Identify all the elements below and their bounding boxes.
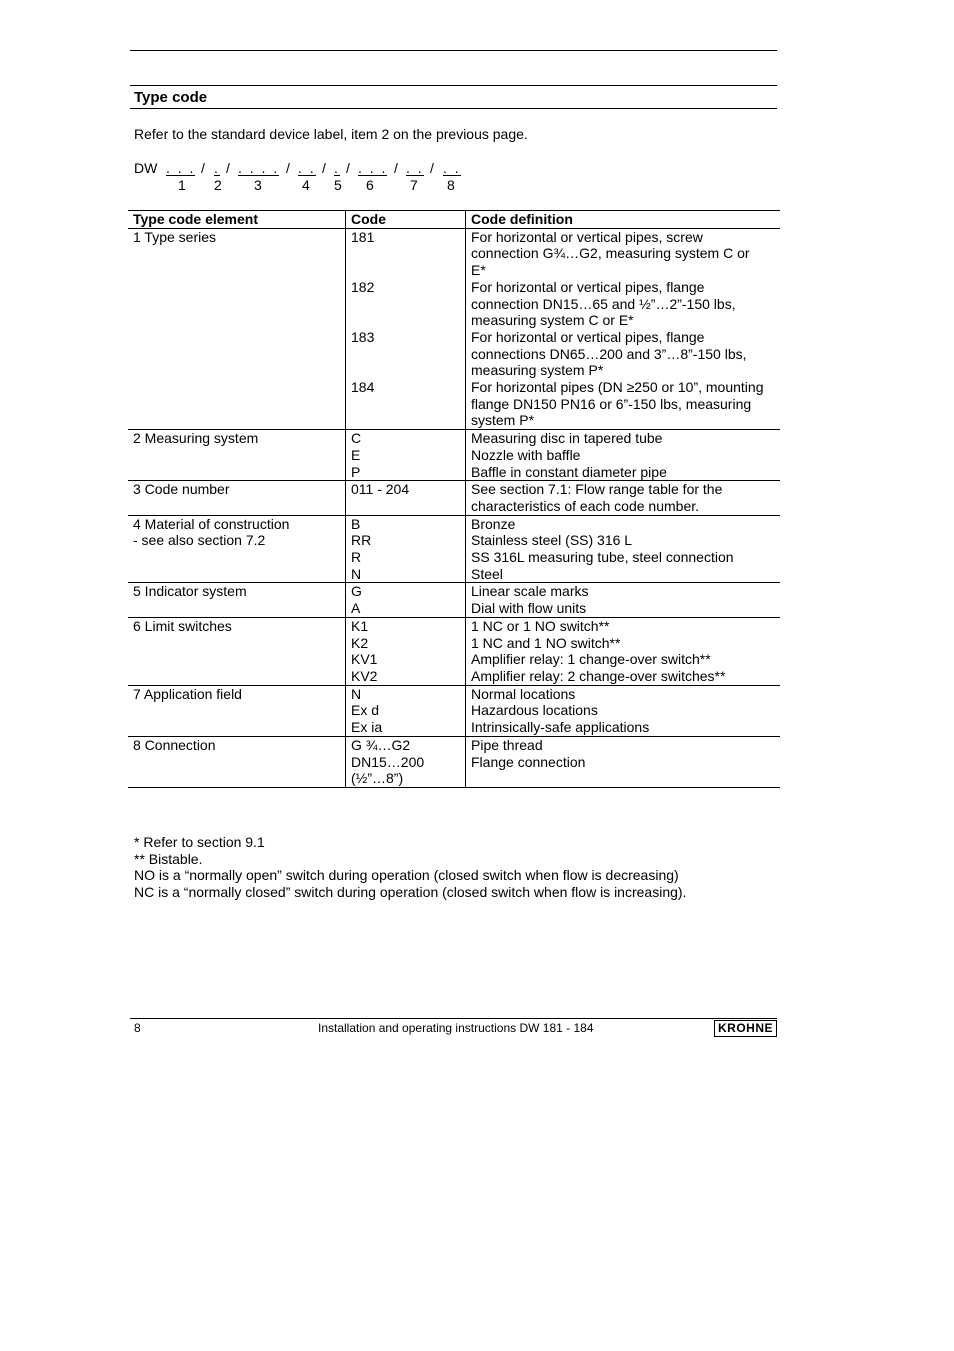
footer-rule [130, 1018, 777, 1019]
cell-line: connection DN15…65 and ½”…2”-150 lbs, [471, 295, 736, 312]
cell-line: measuring system C or E* [471, 312, 634, 329]
cell-line: Amplifier relay: 2 change-over switches** [471, 667, 726, 684]
cell-line: Intrinsically-safe applications [471, 719, 650, 736]
code-position-number: 8 [447, 177, 455, 193]
cell-line: flange DN150 PN16 or 6”-150 lbs, measuring [471, 395, 752, 412]
cell-line: Linear scale marks [471, 583, 589, 600]
cell-line: 3 Code number [133, 481, 230, 498]
table-row [128, 685, 780, 736]
cell-line: N [351, 565, 362, 582]
cell-line [351, 295, 460, 312]
definition-cell [466, 430, 781, 481]
cell-line: See section 7.1: Flow range table for the [471, 481, 723, 498]
cell-line: A [351, 600, 361, 617]
footnotes [134, 834, 686, 901]
code-separator: / [226, 160, 230, 176]
definition-cell [466, 736, 781, 787]
code-separator: / [201, 160, 205, 176]
cell-line: Flange connection [471, 753, 586, 770]
table-row [128, 617, 780, 685]
cell-line: 184 [351, 378, 375, 395]
code-position-number: 7 [410, 177, 418, 193]
cell-line: characteristics of each code number. [471, 497, 700, 514]
code-separator: / [286, 160, 290, 176]
cell-line: Normal locations [471, 685, 576, 702]
code-separator: / [394, 160, 398, 176]
footnote: NC is a “normally closed” switch during operation (closed switch when flow is increasing). [134, 884, 687, 901]
element-cell [128, 583, 346, 617]
section-title: Type code [134, 89, 208, 106]
code-cell [346, 583, 466, 617]
cell-line: 7 Application field [133, 685, 242, 702]
cell-line: For horizontal or vertical pipes, flange [471, 278, 705, 295]
table-row [128, 736, 780, 787]
cell-line: P [351, 463, 361, 480]
cell-line: For horizontal or vertical pipes, screw [471, 228, 703, 245]
element-cell [128, 430, 346, 481]
code-separator: / [346, 160, 350, 176]
code-position-number: 4 [302, 177, 310, 193]
cell-line: RR [351, 532, 372, 549]
code-placeholder-4: . . [298, 160, 316, 176]
cell-line: 1 NC or 1 NO switch** [471, 617, 610, 634]
section-title-top-rule [130, 85, 777, 86]
code-cell [346, 481, 466, 515]
definition-cell [466, 583, 781, 617]
cell-line: K2 [351, 634, 369, 651]
cell-line: Bronze [471, 515, 516, 532]
footnote: * Refer to section 9.1 [134, 834, 265, 850]
cell-line: 2 Measuring system [133, 430, 259, 447]
cell-line: measuring system P* [471, 362, 604, 379]
code-placeholder-1: . . . [166, 160, 196, 176]
element-cell [128, 617, 346, 685]
code-cell [346, 515, 466, 583]
section-title-bottom-rule [130, 108, 777, 109]
code-separator: / [322, 160, 326, 176]
cell-line: Ex ia [351, 719, 383, 736]
definition-cell [466, 228, 781, 429]
element-cell [128, 228, 346, 429]
cell-line: connection G¾…G2, measuring system C or [471, 245, 750, 262]
code-placeholder-3: . . . . [238, 160, 280, 176]
code-placeholder-7: . . [406, 160, 424, 176]
code-placeholder-5: . [334, 160, 340, 176]
cell-line [351, 362, 460, 379]
cell-line [351, 262, 460, 279]
cell-line: Pipe thread [471, 736, 543, 753]
cell-line: E* [471, 262, 486, 279]
cell-line: Ex d [351, 702, 380, 719]
cell-line: 011 - 204 [351, 481, 410, 498]
table-header-row [128, 211, 780, 229]
code-position-number: 2 [214, 177, 222, 193]
cell-line: KV1 [351, 651, 378, 668]
type-code-table [128, 210, 780, 788]
code-position-number: 5 [334, 177, 342, 193]
cell-line: E [351, 446, 361, 463]
definition-cell [466, 481, 781, 515]
cell-line: K1 [351, 617, 369, 634]
cell-line: Measuring disc in tapered tube [471, 430, 663, 447]
cell-line: system P* [471, 412, 535, 429]
cell-line: B [351, 515, 361, 532]
code-position-number: 6 [366, 177, 374, 193]
table-row [128, 430, 780, 481]
intro-text: Refer to the standard device label, item 2 on the previous page. [134, 126, 528, 142]
cell-line: For horizontal or vertical pipes, flange [471, 328, 705, 345]
cell-line: 1 Type series [133, 228, 217, 245]
code-placeholder-2: . [214, 160, 220, 176]
code-position-number: 1 [178, 177, 186, 193]
cell-line: (½”…8”) [351, 770, 404, 787]
cell-line: DN15…200 [351, 753, 425, 770]
cell-line: Steel [471, 565, 503, 582]
footnote: NO is a “normally open” switch during operation (closed switch when flow is decreasing) [134, 867, 679, 884]
column-header: Code definition [466, 211, 781, 229]
column-header: Code [346, 211, 466, 229]
cell-line: Stainless steel (SS) 316 L [471, 532, 633, 549]
cell-line: 182 [351, 278, 375, 295]
cell-line: connections DN65…200 and 3”…8”-150 lbs, [471, 345, 747, 362]
code-separator: / [430, 160, 434, 176]
cell-line: KV2 [351, 667, 378, 684]
cell-line: Amplifier relay: 1 change-over switch** [471, 651, 711, 668]
element-cell [128, 515, 346, 583]
cell-line: 183 [351, 328, 375, 345]
cell-line [351, 312, 460, 329]
brand-logo: KROHNE [714, 1020, 777, 1037]
cell-line: 5 Indicator system [133, 583, 247, 600]
cell-line: For horizontal pipes (DN ≥250 or 10”, mounting [471, 379, 764, 396]
cell-line: 4 Material of construction [133, 515, 290, 532]
cell-line: Nozzle with baffle [471, 446, 581, 463]
cell-line: 8 Connection [133, 736, 216, 753]
page-number: 8 [134, 1021, 141, 1035]
code-cell [346, 685, 466, 736]
code-prefix: DW [134, 160, 158, 176]
cell-line: Baffle in constant diameter pipe [471, 463, 667, 480]
code-position-number: 3 [254, 177, 262, 193]
code-cell [346, 617, 466, 685]
footer-title: Installation and operating instructions DW 181 - 184 [318, 1021, 594, 1035]
cell-line: 6 Limit switches [133, 617, 232, 634]
cell-line: R [351, 549, 362, 566]
cell-line: N [351, 685, 362, 702]
cell-line: 181 [351, 228, 375, 245]
definition-cell [466, 617, 781, 685]
column-header: Type code element [128, 211, 346, 229]
code-cell [346, 736, 466, 787]
cell-line: 1 NC and 1 NO switch** [471, 634, 621, 651]
header-rule [130, 50, 777, 51]
cell-line: Dial with flow units [471, 600, 587, 617]
element-cell [128, 481, 346, 515]
code-cell [346, 228, 466, 429]
cell-line: - see also section 7.2 [133, 532, 266, 549]
code-placeholder-8: . . [443, 160, 461, 176]
element-cell [128, 736, 346, 787]
table-row [128, 515, 780, 583]
table-row [128, 228, 780, 429]
cell-line [351, 245, 460, 262]
table-row [128, 583, 780, 617]
cell-line: C [351, 430, 362, 447]
code-placeholder-6: . . . [358, 160, 388, 176]
cell-line: G [351, 583, 362, 600]
code-cell [346, 430, 466, 481]
table-row [128, 481, 780, 515]
cell-line: SS 316L measuring tube, steel connection [471, 549, 734, 566]
cell-line [351, 346, 460, 363]
footnote: ** Bistable. [134, 850, 203, 867]
definition-cell [466, 515, 781, 583]
element-cell [128, 685, 346, 736]
cell-line: G ¾…G2 [351, 736, 411, 753]
cell-line: Hazardous locations [471, 702, 598, 719]
definition-cell [466, 685, 781, 736]
